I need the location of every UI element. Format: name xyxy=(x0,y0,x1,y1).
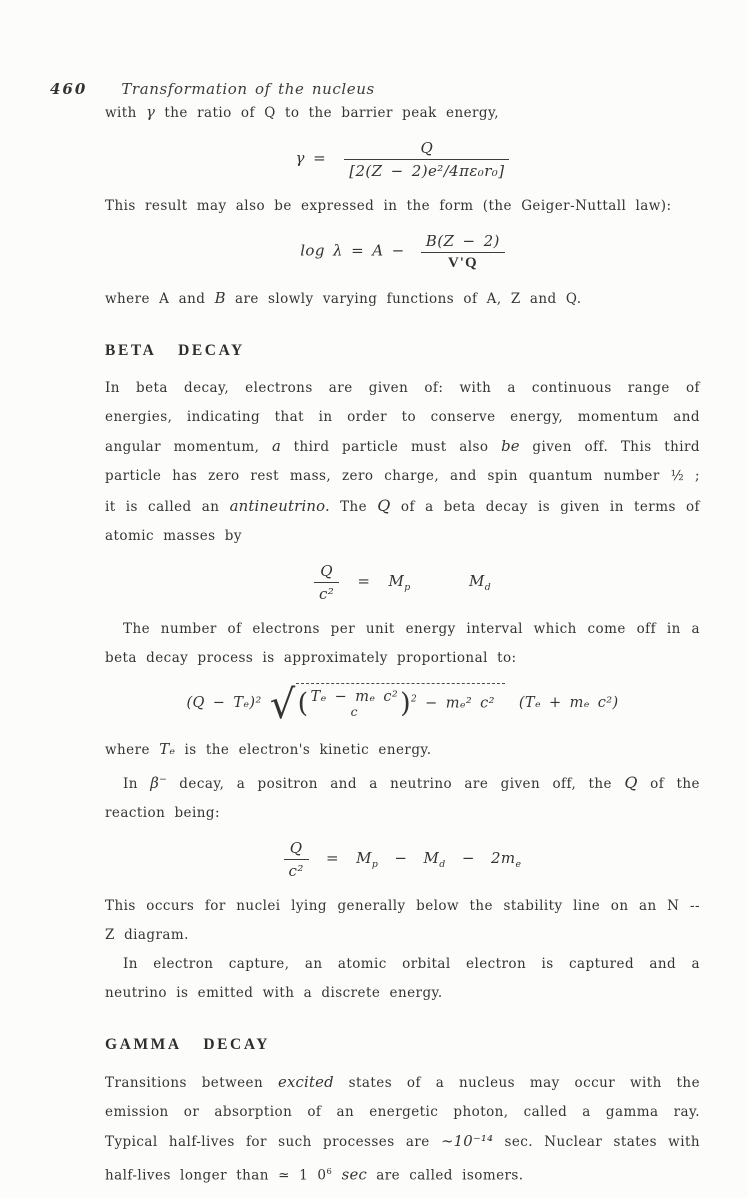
m-sub: d xyxy=(484,582,492,593)
gamma-text-1: Transitions between xyxy=(105,1074,278,1091)
where-ab-line xyxy=(105,284,700,314)
geiger-nuttall-line: This result may also be expressed in the form (the Geiger-Nuttall law): xyxy=(105,198,672,214)
beta-text-5: of a beta decay is given in terms of atomic masses by xyxy=(105,499,700,544)
stability-paragraph: This occurs for nuclei lying generally below the stability line on an N -- Z diagram. xyxy=(105,897,700,943)
fraction-numerator: Q xyxy=(344,138,509,160)
radicand xyxy=(296,683,505,719)
beta-text-3: given off. This third particle has zero rest mass, zero charge, and spin quantum number ½ ; it is called an xyxy=(105,439,700,515)
body-column xyxy=(105,98,700,1190)
m-base: M xyxy=(423,848,440,867)
beta-text-2: third particle must also xyxy=(281,439,502,455)
beta-minus-paragraph xyxy=(105,765,700,828)
page-number: 460 xyxy=(50,80,88,98)
daughter-mass xyxy=(423,848,446,870)
gamma-symbol: γ xyxy=(146,103,156,121)
b-symbol: B xyxy=(214,289,226,307)
m-base: 2m xyxy=(490,848,516,867)
hand-sec: sec xyxy=(332,1165,367,1184)
fraction-denominator: c² xyxy=(318,585,335,603)
beta-superscript: − xyxy=(159,774,167,785)
spectrum-tail: (Tₑ + mₑ c²) xyxy=(518,695,619,711)
hand-a: a xyxy=(271,437,282,455)
fraction-numerator: Q xyxy=(284,838,309,860)
fraction xyxy=(314,561,339,603)
radicand-rest: − mₑ² c² xyxy=(417,695,495,712)
beta-decay-heading: BETA DECAY xyxy=(105,342,245,359)
square-root xyxy=(269,682,505,728)
minus-sign: − xyxy=(394,848,408,867)
minus-sign: − xyxy=(461,848,475,867)
inner-fraction xyxy=(309,689,401,719)
m-base: M xyxy=(356,848,372,867)
where-te-post: is the electron's kinetic energy. xyxy=(175,742,432,758)
electron-mass-term xyxy=(490,848,522,870)
spectrum-prefix: (Q − Tₑ)² xyxy=(186,695,262,711)
fraction xyxy=(284,838,309,880)
equals-sign: = xyxy=(357,572,371,590)
parent-mass xyxy=(356,848,379,870)
exponent: 2 xyxy=(411,694,418,705)
m-sub: d xyxy=(439,858,446,870)
inner-denominator: c xyxy=(350,704,358,719)
fraction-denominator: c² xyxy=(288,861,304,880)
fraction xyxy=(421,231,505,272)
gamma-text-3: sec. Nuclear states with half-lives longer than ≃ 1 0 xyxy=(105,1133,700,1184)
where-te-line xyxy=(105,735,700,765)
gamma-decay-heading: GAMMA DECAY xyxy=(105,1035,271,1053)
fraction-denominator: [2(Z − 2)e²/4πε₀r₀] xyxy=(349,162,505,180)
hand-rate: ∼10⁻¹⁴ xyxy=(440,1131,494,1150)
exponent-6: 6 xyxy=(326,1165,333,1176)
parent-mass xyxy=(388,572,411,593)
equation-gamma-ratio xyxy=(105,138,700,180)
hand-q: Q xyxy=(377,496,391,515)
intro-post: the ratio of Q to the barrier peak energy, xyxy=(155,105,500,121)
m-sub: p xyxy=(404,582,411,593)
running-title: Transformation of the nucleus xyxy=(121,80,375,98)
m-sub: e xyxy=(515,858,522,870)
equation-positron-q xyxy=(105,838,700,880)
beta-text-4: The xyxy=(329,499,378,515)
equals-sign: = xyxy=(325,848,339,867)
where-te-pre: where xyxy=(105,742,160,758)
daughter-mass xyxy=(468,572,492,593)
equation-geiger-nuttall xyxy=(105,231,700,272)
right-paren: ) xyxy=(400,688,412,719)
bm-post: of the reaction being: xyxy=(105,775,700,821)
where-ab-post: are slowly varying functions of A, Z and Q. xyxy=(225,291,582,307)
electron-capture-paragraph: In electron capture, an atomic orbital electron is captured and a neutrino is emitted with a discrete energy. xyxy=(105,955,700,1001)
eq-gamma-lhs: γ = xyxy=(295,149,327,167)
m-base: M xyxy=(468,572,485,590)
fraction-numerator: Q xyxy=(314,561,339,583)
bm-pre: In xyxy=(123,775,151,792)
hand-excited: excited xyxy=(277,1072,334,1091)
beta-text-1: In beta decay, electrons are given of: with a continuous range of energies, indicating that in order to conserve energy, momentum and angular momentum, xyxy=(105,380,700,455)
where-ab-pre: where A and xyxy=(105,291,215,307)
fraction xyxy=(344,138,509,180)
beta-decay-paragraph xyxy=(105,374,700,551)
inner-numerator: Tₑ − mₑ c² xyxy=(310,688,399,705)
beta-symbol xyxy=(150,774,167,792)
hand-antineutrino: antineutrino. xyxy=(229,497,330,515)
spectrum-intro-paragraph: The number of electrons per unit energy interval which come off in a beta decay process is approximately proportional to: xyxy=(105,621,700,666)
intro-pre: with xyxy=(105,105,147,121)
eq-geiger-prefix: log λ = A − xyxy=(300,241,405,260)
radical-sign: √ xyxy=(269,682,296,728)
m-sub: p xyxy=(371,858,379,870)
fraction-denominator: V'Q xyxy=(447,255,478,271)
page-header xyxy=(50,80,700,98)
left-paren: ( xyxy=(297,688,309,719)
te-symbol: Tₑ xyxy=(159,740,176,758)
equation-electron-spectrum xyxy=(105,682,700,728)
gamma-text-4: are called isomers. xyxy=(366,1167,524,1184)
fraction-numerator: B(Z − 2) xyxy=(421,231,505,253)
m-base: M xyxy=(388,572,405,590)
equation-beta-q-mass xyxy=(105,561,700,603)
hand-q: Q xyxy=(624,772,638,792)
intro-line xyxy=(105,98,700,128)
beta-glyph: β xyxy=(150,773,160,792)
gamma-text-2: states of a nucleus may occur with the emission or absorption of an energetic photon, called a gamma ray. Typical half-lives for such processes are xyxy=(105,1074,701,1150)
bm-mid: decay, a positron and a neutrino are given off, the xyxy=(166,775,625,792)
gamma-decay-paragraph xyxy=(105,1068,700,1191)
hand-be: be xyxy=(501,437,520,455)
